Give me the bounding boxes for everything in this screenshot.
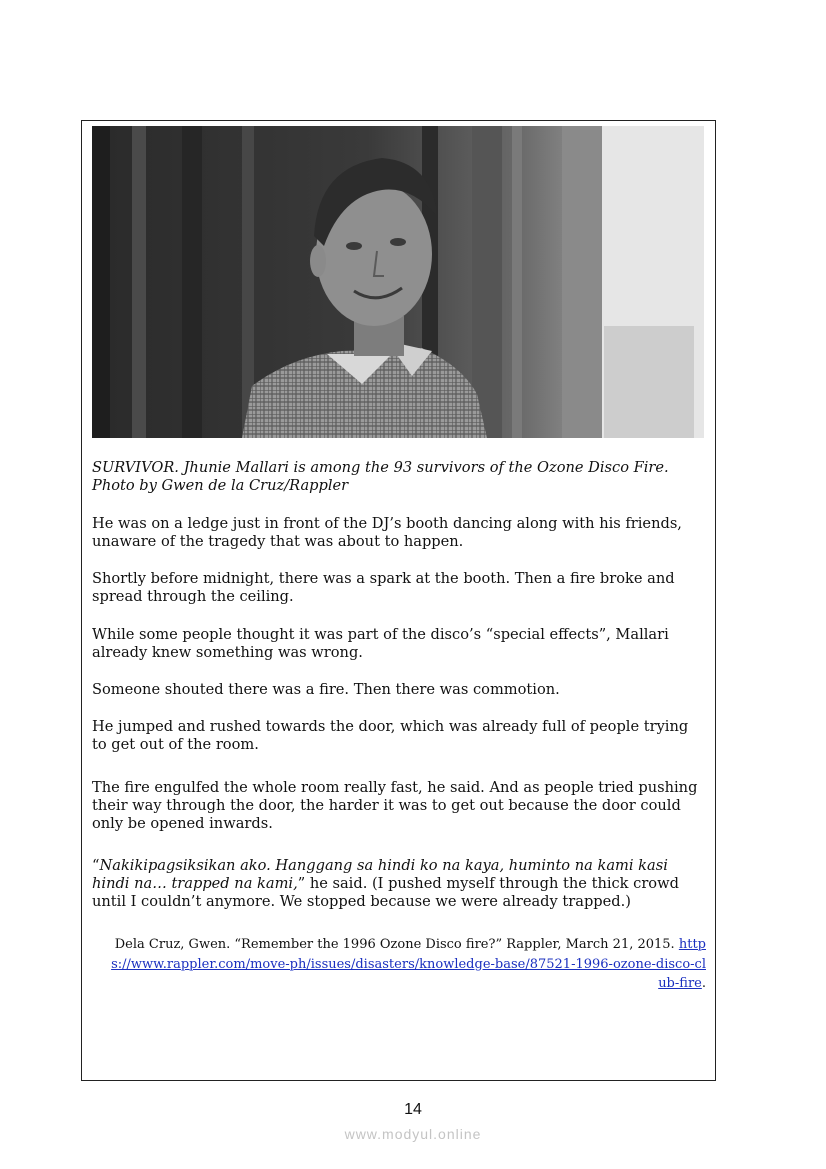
paragraph-door: He jumped and rushed towards the door, which was already full of people trying to get out of the room. — [92, 718, 689, 753]
portrait-photo-icon — [92, 126, 704, 438]
paragraph-ledge: He was on a ledge just in front of the DJ’s booth dancing along with his friends, unaware of the tragedy that was about to happen. — [92, 515, 682, 550]
quote-translation: ” he said. (I pushed myself through the thick crowd until I couldn’t anymore. We stopped because we were already trapped.) — [92, 875, 679, 910]
paragraph-engulfed: The fire engulfed the whole room really fast, he said. And as people tried pushing their way through the door, the harder it was to get out because the door could only be opened inwards. — [92, 779, 698, 832]
paragraph-quote — [92, 857, 704, 911]
watermark: www.modyul.online — [344, 1126, 482, 1142]
citation-text: Dela Cruz, Gwen. “Remember the 1996 Ozone Disco fire?” Rappler, March 21, 2015. — [114, 937, 675, 952]
quote-open-mark: “ — [92, 857, 100, 874]
photo-caption: SURVIVOR. Jhunie Mallari is among the 93 survivors of the Ozone Disco Fire. Photo by Gwen de la Cruz/Rappler — [92, 459, 669, 494]
paragraph-special-effects: While some people thought it was part of the disco’s “special effects”, Mallari already knew something was wrong. — [92, 626, 669, 661]
citation-link[interactable]: https://www.rappler.com/move-ph/issues/disasters/knowledge-base/87521-1996-ozone-disco-club-fire — [111, 937, 706, 991]
paragraph-spark: Shortly before midnight, there was a spark at the booth. Then a fire broke and spread through the ceiling. — [92, 570, 675, 605]
paragraph-commotion: Someone shouted there was a fire. Then there was commotion. — [92, 681, 560, 698]
quote-tagalog: Nakikipagsiksikan ako. Hanggang sa hindi ko na kaya, huminto na kami kasi hindi na… trapped na kami, — [92, 857, 668, 892]
citation-period: . — [701, 976, 706, 991]
page-number: 14 — [404, 1101, 422, 1118]
citation — [110, 935, 706, 994]
survivor-photo — [92, 126, 704, 438]
